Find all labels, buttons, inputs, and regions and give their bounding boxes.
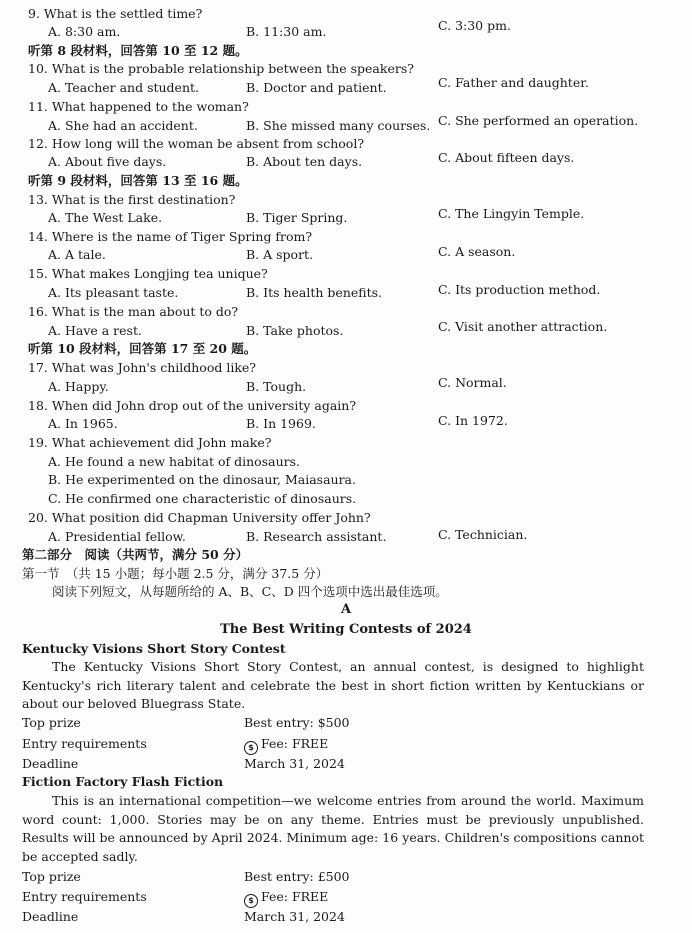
contest2-description [22,792,644,866]
part2-heading: 第二部分 阅读（共两节，满分 50 分） [22,547,249,562]
question-10: 10. What is the probable relationship between the speakers? [28,61,414,76]
contest1-description [22,658,644,714]
q16-option-b: B. Take photos. [246,323,344,338]
contest2-req-label: Entry requirements [22,889,147,904]
q15-option-c: C. Its production method. [438,282,601,297]
contest2-prize-label: Top prize [22,869,81,884]
contest1-req [244,735,328,755]
q10-option-a: A. Teacher and student. [48,80,200,95]
contest2-name: Fiction Factory Flash Fiction [22,774,224,789]
q12-option-b: B. About ten days. [246,154,363,169]
q12-option-c: C. About fifteen days. [438,150,575,165]
q10-option-c: C. Father and daughter. [438,75,589,90]
q18-option-a: A. In 1965. [48,416,118,431]
q13-option-a: A. The West Lake. [48,210,163,225]
question-17: 17. What was John's childhood like? [28,360,256,375]
q13-option-b: B. Tiger Spring. [246,210,348,225]
contest1-deadline-value: March 31, 2024 [244,756,345,771]
q20-option-b: B. Research assistant. [246,529,387,544]
contest1-deadline-label: Deadline [22,756,79,771]
contest2-req [244,888,328,908]
q9-option-a: A. 8:30 am. [48,24,121,39]
q19-option-a: A. He found a new habitat of dinosaurs. [48,454,300,469]
question-13: 13. What is the first destination? [28,192,236,207]
q9-option-b: B. 11:30 am. [246,24,327,39]
q14-option-c: C. A season. [438,244,516,259]
q10-option-b: B. Doctor and patient. [246,80,387,95]
q14-option-a: A. A tale. [48,247,106,262]
q15-option-a: A. Its pleasant taste. [48,285,179,300]
q19-option-b: B. He experimented on the dinosaur, Maiasaura. [48,472,356,487]
q9-option-c: C. 3:30 pm. [438,18,511,33]
question-18: 18. When did John drop out of the university again? [28,398,357,413]
q16-option-c: C. Visit another attraction. [438,319,608,334]
contest1-name: Kentucky Visions Short Story Contest [22,641,286,656]
q15-option-b: B. Its health benefits. [246,285,383,300]
q17-option-c: C. Normal. [438,375,507,390]
q18-option-b: B. In 1969. [246,416,316,431]
contest2-description-text: This is an international competition—we welcome entries from around the world. Maximum word count: 1,000. Stories may be on any theme. Entries must be previously unpublished. Results will be announced by April 2024. Minimum age: 16 years. Children's compositions cannot be accepted sadly. [22,793,644,864]
question-19: 19. What achievement did John make? [28,435,272,450]
q18-option-c: C. In 1972. [438,413,508,428]
contest1-prize-label: Top prize [22,715,81,730]
part2-section1: 第一节 （共 15 小题；每小题 2.5 分，满分 37.5 分） [22,566,329,581]
q19-option-c: C. He confirmed one characteristic of dinosaurs. [48,491,357,506]
contest1-req-label: Entry requirements [22,736,147,751]
q14-option-b: B. A sport. [246,247,314,262]
passage-title: The Best Writing Contests of 2024 [220,622,472,637]
q17-option-b: B. Tough. [246,379,307,394]
q20-option-a: A. Presidential fellow. [48,529,186,544]
passage-letter: A [340,602,352,617]
contest1-req-value: Fee: FREE [261,736,329,751]
part2-instruction: 阅读下列短文，从每题所给的 A、B、C、D 四个选项中选出最佳选项。 [52,584,448,599]
section-heading-10: 听第 10 段材料，回答第 17 至 20 题。 [28,341,257,356]
contest2-deadline-label: Deadline [22,909,79,924]
question-11: 11. What happened to the woman? [28,99,249,114]
q20-option-c: C. Technician. [438,527,528,542]
money-bag-icon: $ [244,741,258,755]
section-heading-8: 听第 8 段材料，回答第 10 至 12 题。 [28,43,248,58]
question-14: 14. Where is the name of Tiger Spring from? [28,229,313,244]
q17-option-a: A. Happy. [48,379,109,394]
question-12: 12. How long will the woman be absent from school? [28,136,365,151]
q11-option-a: A. She had an accident. [48,118,198,133]
question-16: 16. What is the man about to do? [28,304,239,319]
contest2-prize-value: Best entry: £500 [244,869,350,884]
question-20: 20. What position did Chapman University offer John? [28,510,371,525]
q12-option-a: A. About five days. [48,154,167,169]
q11-option-b: B. She missed many courses. [246,118,431,133]
question-15: 15. What makes Longjing tea unique? [28,266,268,281]
q11-option-c: C. She performed an operation. [438,113,639,128]
contest2-req-value: Fee: FREE [261,889,329,904]
contest2-deadline-value: March 31, 2024 [244,909,345,924]
contest1-description-text: The Kentucky Visions Short Story Contest, an annual contest, is designed to highlight Kentucky's rich literary talent and celebrate the best in short fiction written by Kentuckians or about our beloved Bluegrass State. [22,659,644,712]
q16-option-a: A. Have a rest. [48,323,142,338]
q13-option-c: C. The Lingyin Temple. [438,206,585,221]
contest1-prize-value: Best entry: $500 [244,715,350,730]
question-9: 9. What is the settled time? [28,6,203,21]
money-bag-icon: $ [244,894,258,908]
section-heading-9: 听第 9 段材料，回答第 13 至 16 题。 [28,173,248,188]
